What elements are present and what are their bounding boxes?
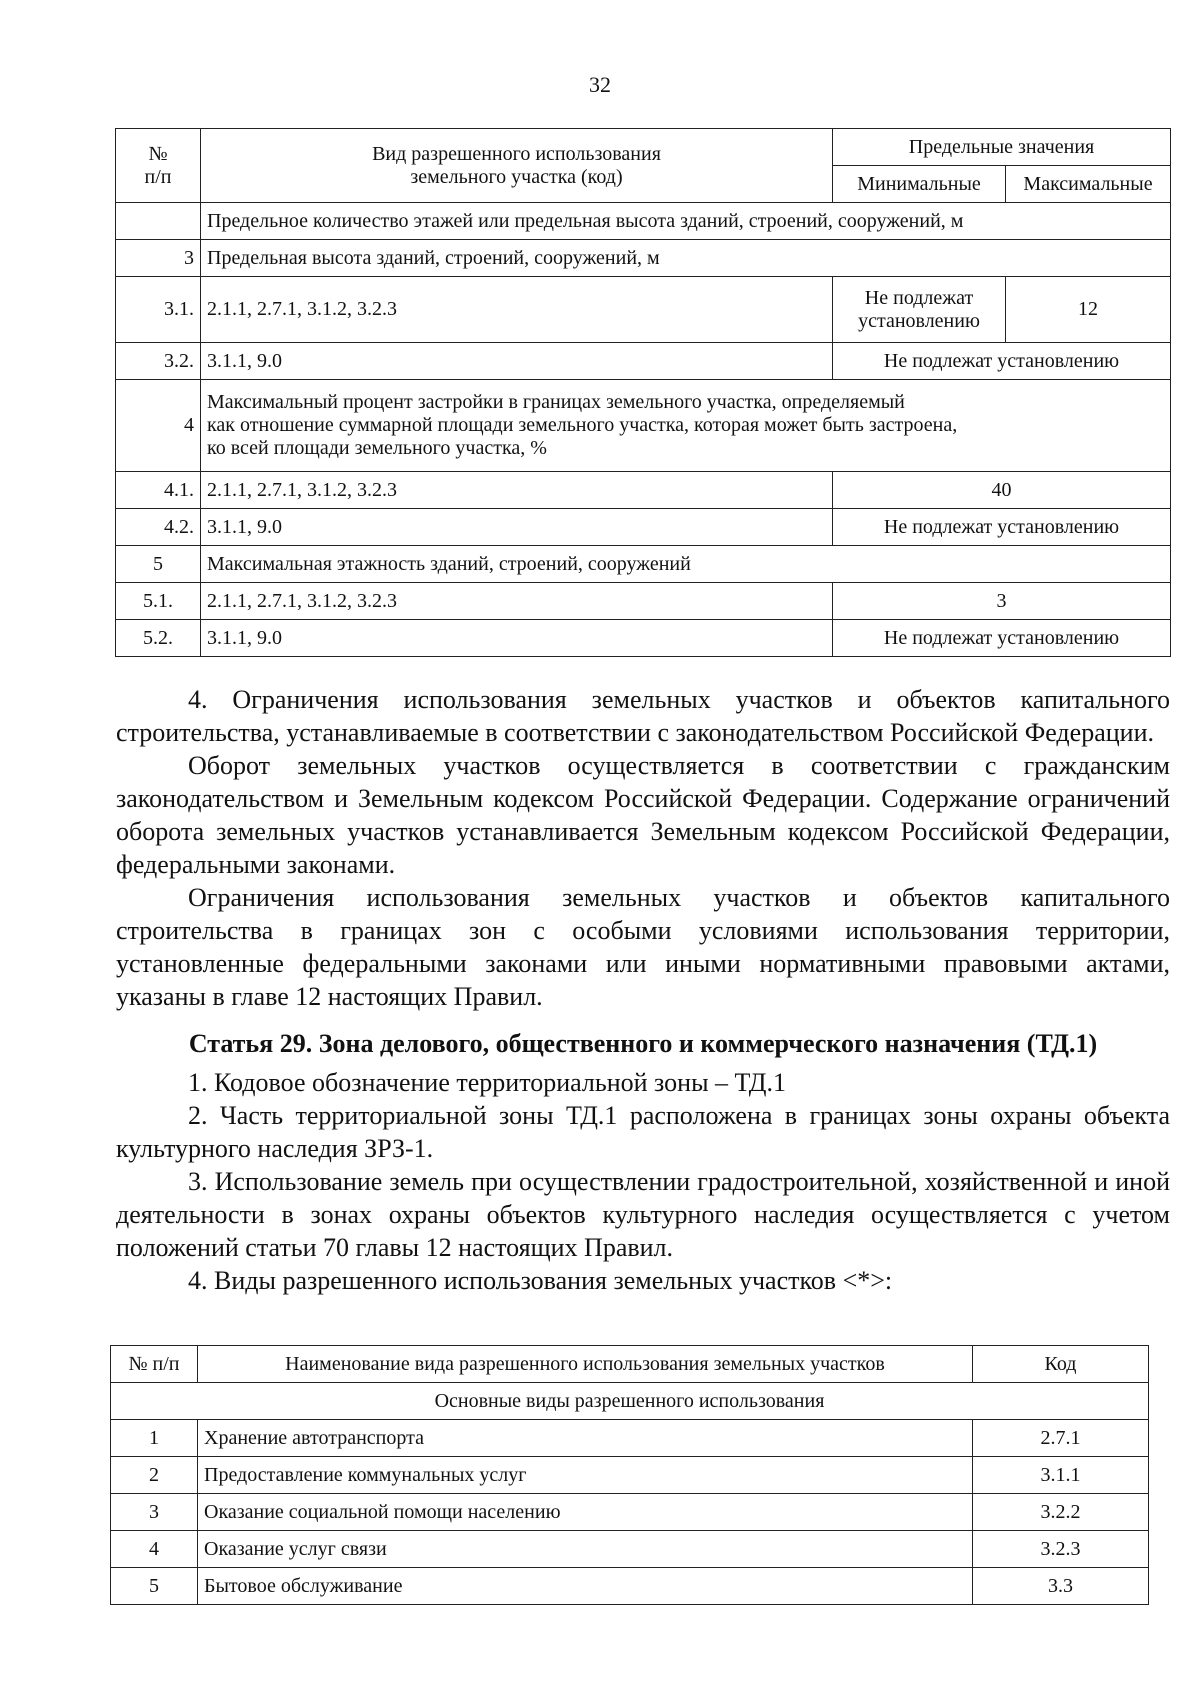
table-row: 4.2. 3.1.1, 9.0 Не подлежат установлению — [116, 509, 1171, 546]
article-item: 2. Часть территориальной зоны ТД.1 расположена в границах зоны охраны объекта культурного наследия ЗРЗ-1. — [116, 1101, 1170, 1163]
article-item: 4. Виды разрешенного использования земельных участков <*>: — [188, 1266, 893, 1295]
table-header-row — [116, 129, 1171, 166]
article-heading: Статья 29. Зона делового, общественного и коммерческого назначения (ТД.1) — [188, 1029, 1098, 1058]
table-row — [116, 203, 1171, 240]
table-row: 4 Оказание услуг связи 3.2.3 — [111, 1531, 1149, 1568]
article-item: 1. Кодовое обозначение территориальной зоны – ТД.1 — [188, 1068, 787, 1097]
header-name: Наименование вида разрешенного использования земельных участков — [198, 1346, 973, 1383]
table-row: 3.1. 2.1.1, 2.7.1, 3.1.2, 3.2.3 Не подлежат установлению 12 — [116, 277, 1171, 343]
body-text — [116, 683, 1170, 1297]
table-header-row — [111, 1346, 1149, 1383]
limits-table — [115, 128, 1171, 657]
table-row: 5 Бытовое обслуживание 3.3 — [111, 1568, 1149, 1605]
header-type: Вид разрешенного использования земельного участка (код) — [201, 129, 833, 203]
section-floors: Предельное количество этажей или предельная высота зданий, строений, сооружений, м — [201, 203, 1171, 240]
paragraph: Ограничения использования земельных участков и объектов капитального строительства в границах зон с особыми условиями использования территории, установленные федеральными законами или иными нормативными правовыми актами, указаны в главе 12 настоящих Правил. — [116, 883, 1170, 1011]
table-row: 1 Хранение автотранспорта 2.7.1 — [111, 1420, 1149, 1457]
header-num: № п/п — [111, 1346, 198, 1383]
table-row: 3 Предельная высота зданий, строений, сооружений, м — [116, 240, 1171, 277]
table-row: 3.2. 3.1.1, 9.0 Не подлежат установлению — [116, 343, 1171, 380]
page-number: 32 — [589, 72, 611, 97]
header-code: Код — [973, 1346, 1149, 1383]
section-basic-uses: Основные виды разрешенного использования — [111, 1383, 1149, 1420]
paragraph: Оборот земельных участков осуществляется в соответствии с гражданским законодательством и Земельным кодексом Российской Федерации. Содержание ограничений оборота земельных участков устанавливается Земельным кодексом Российской Федерации, федеральными законами. — [116, 751, 1170, 879]
table-row: 5.2. 3.1.1, 9.0 Не подлежат установлению — [116, 620, 1171, 657]
table-row: 3 Оказание социальной помощи населению 3.2.2 — [111, 1494, 1149, 1531]
table-row: 4 Максимальный процент застройки в границах земельного участка, определяемый как отношение суммарной площади земельного участка, которая может быть застроена, ко всей площади земельного участка, % — [116, 380, 1171, 472]
table-section-row — [111, 1383, 1149, 1420]
article-item: 3. Использование земель при осуществлении градостроительной, хозяйственной и иной деятельности в зонах охраны объектов культурного наследия осуществляется с учетом положений статьи 70 главы 12 настоящих Правил. — [116, 1167, 1170, 1262]
permitted-use-table — [110, 1345, 1149, 1605]
table-row: 2 Предоставление коммунальных услуг 3.1.1 — [111, 1457, 1149, 1494]
header-limits: Предельные значения — [833, 129, 1171, 166]
table-row: 5.1. 2.1.1, 2.7.1, 3.1.2, 3.2.3 3 — [116, 583, 1171, 620]
header-num: № п/п — [116, 129, 201, 203]
table-row: 4.1. 2.1.1, 2.7.1, 3.1.2, 3.2.3 40 — [116, 472, 1171, 509]
paragraph: 4. Ограничения использования земельных участков и объектов капитального строительства, устанавливаемые в соответствии с законодательством Российской Федерации. — [116, 685, 1170, 747]
table-row: 5 Максимальная этажность зданий, строений, сооружений — [116, 546, 1171, 583]
header-min: Минимальные — [833, 166, 1006, 203]
header-max: Максимальные — [1006, 166, 1171, 203]
